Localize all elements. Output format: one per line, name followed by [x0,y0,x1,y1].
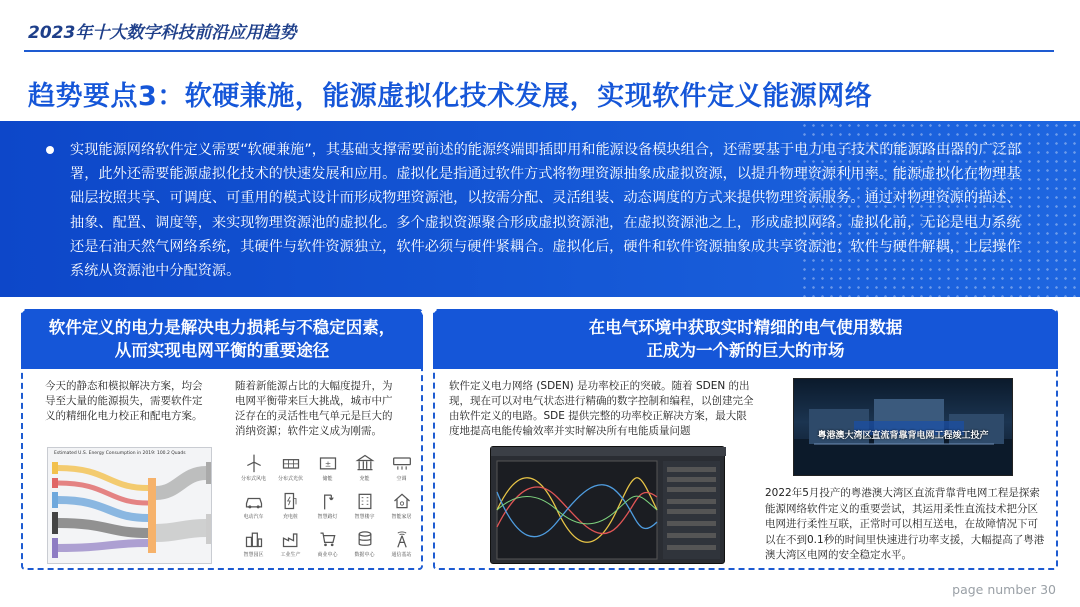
left-panel [21,309,423,570]
svg-text:±: ± [324,459,331,469]
bullet-icon [46,146,54,154]
icon-label: 空调 [396,476,407,482]
energy-sankey-diagram [47,447,212,564]
page-number: page number 30 [952,582,1056,597]
top-rule [24,50,1054,52]
electric-car-icon [244,491,264,511]
icon-label: 数据中心 [354,552,375,558]
icon-label: 智能家居 [391,514,412,520]
icon-cell-battery [309,453,346,489]
icon-cell-lamp [309,491,346,527]
main-heading: 趋势要点3：软硬兼施，能源虚拟化技术发展，实现软件定义能源网络 [28,81,873,112]
air-conditioner-icon [392,453,412,473]
temple-icon [355,453,375,473]
sden-text: 软件定义电力网络 (SDEN) 是功率校正的突破。随着 SDEN 的出现，现在可以对电气状态进行精确的数字控制和编程，以创建完全由软件定义的电路。SDE 提供完整的功率校正解决方案，最大限度地提高电能传输效率并实时解决所有电能质量问题 [449,380,754,437]
icon-cell-ev [235,491,272,527]
summary-paragraph: 实现能源网络软件定义需要“软硬兼施”，其基础支撑需要前述的能源终端即插即用和能源设备模块组合，还需要基于电力电子技术的能源路由器的广泛部署，此外还需要能源虚拟化技术的快速发展和应用。虚拟化是指通过软件方式将物理资源抽象成虚拟资源，以提升物理资源利用率。能源虚拟化在物理基础层按照共享、可调度、可重用的模式设计而形成物理资源池，以按需分配、灵活组装、动态调度的方式来提供物理资源服务。通过对物理资源的描述、抽象、配置、调度等，来实现物理资源池的虚拟化。多个虚拟资源聚合形成虚拟资源池，在虚拟资源池之上，形成虚拟网络。虚拟化前，无论是电力系统还是石油天然气网络系统，其硬件与软件资源独立，软件必须与硬件紧耦合。虚拟化后，硬件和软件资源抽象成共享资源池；软件与硬件解耦，上层操作系统从资源池中分配资源。 [70,142,1022,280]
icon-cell-temple [346,453,383,489]
power-software-screenshot [490,446,725,564]
top-title: 2023年十大数字科技前沿应用趋势 [28,23,297,43]
icon-label: 充能 [359,476,370,482]
icon-cell-park [235,529,272,565]
icon-label: 分布式风电 [240,476,266,482]
smart-building-icon [355,491,375,511]
icon-cell-charger [272,491,309,527]
icon-cell-ac [383,453,420,489]
icon-label: 充电桩 [282,514,298,520]
icon-cell-datacenter [346,529,383,565]
sankey-title: Estimated U.S. Energy Consumption in 2019: 100.2 Quads [54,451,186,456]
icon-cell-building [346,491,383,527]
icon-cell-factory [272,529,309,565]
street-lamp-icon [318,491,338,511]
waveform-display [491,447,726,565]
factory-icon [281,529,301,549]
icon-cell-solar [272,453,309,489]
icon-label: 工业生产 [280,552,301,558]
icon-label: 智慧园区 [243,552,264,558]
left-panel-title-line2: 从而实现电网平衡的重要途径 [114,341,330,360]
icon-cell-wind [235,453,272,489]
icon-label: 储能 [322,476,333,482]
battery-icon [318,453,338,473]
project-photo [793,378,1013,476]
solar-panel-icon [281,453,301,473]
flexible-unit-icon-grid [235,453,420,565]
icon-label: 智慧楼宇 [354,514,375,520]
smart-park-icon [244,529,264,549]
right-panel-header [433,309,1058,369]
right-panel [433,309,1058,570]
wind-turbine-icon [244,453,264,473]
summary-banner [0,121,1080,297]
left-panel-text-col1: 今天的静态和模拟解决方案，均会导至大量的能源损失，需要软件定义的精细化电力校正和配电方案。 [45,380,203,422]
project-text: 2022年5月投产的粤港澳大湾区直流背靠背电网工程是探索能源网络软件定义的重要尝试，其运用柔性直流技术把分区电网进行柔性互联，正常时可以相互送电，在故障情况下可以在不到0.1秒的时间里快速进行功率支援，大幅提高了粤港澳大湾区电网的安全稳定水平。 [765,487,1045,561]
icon-label: 商业中心 [317,552,338,558]
sankey-flows [48,448,213,565]
right-panel-title-line2: 正成为一个新的巨大的市场 [646,341,845,360]
icon-label: 电动汽车 [243,514,264,520]
icon-label: 通信基站 [391,552,412,558]
photo-caption: 粤港澳大湾区直流背靠背电网工程竣工投产 [817,431,989,441]
left-panel-text-col2: 随着新能源占比的大幅度提升，为电网平衡带来巨大挑战，城市中广泛存在的灵活性电气单元是巨大的消纳资源；软件定义成为刚需。 [235,380,393,437]
icon-cell-tower [383,529,420,565]
smart-home-icon [392,491,412,511]
left-panel-header [21,309,423,369]
icon-label: 分布式光伏 [277,476,303,482]
charging-pile-icon [281,491,301,511]
icon-cell-commerce [309,529,346,565]
icon-cell-home [383,491,420,527]
right-panel-title-line1: 在电气环境中获取实时精细的电气使用数据 [588,318,903,337]
database-icon [355,529,375,549]
left-panel-title-line1: 软件定义的电力是解决电力损耗与不稳定因素， [48,318,396,337]
shopping-cart-icon [318,529,338,549]
icon-label: 智慧路灯 [317,514,338,520]
cell-tower-icon [392,529,412,549]
